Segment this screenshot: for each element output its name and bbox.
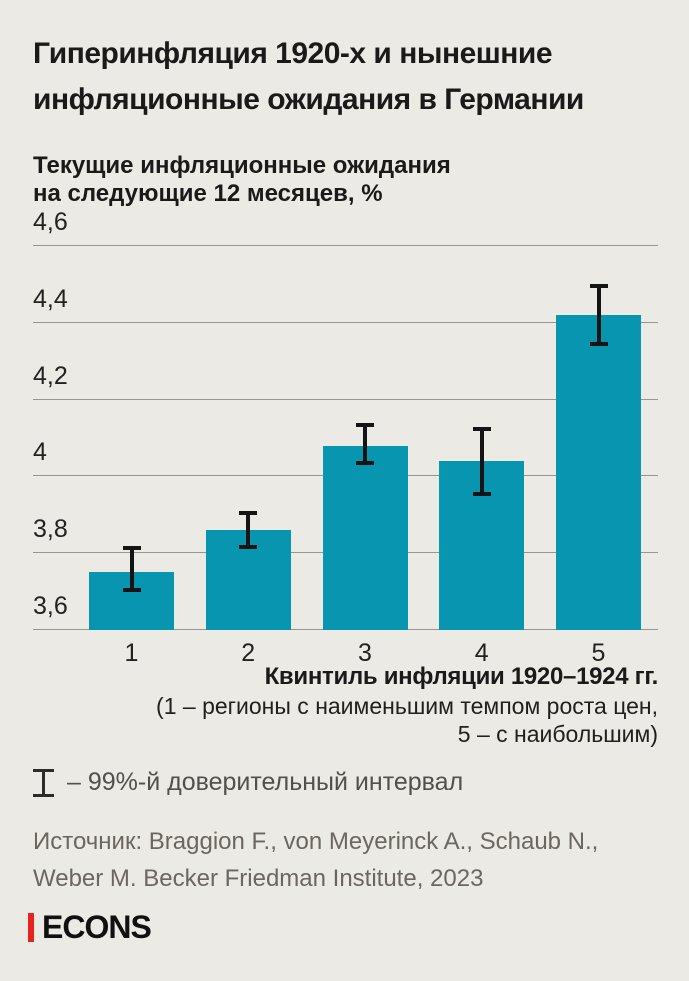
x-axis-tick-label: 3 xyxy=(358,639,372,667)
x-axis-tick-label: 2 xyxy=(241,639,256,667)
bar-slot-1 xyxy=(89,246,174,667)
chart-subtitle-line1: Текущие инфляционные ожидания xyxy=(33,152,451,179)
chart-title-line1: Гиперинфляция 1920-х и нынешние xyxy=(33,37,553,70)
error-bar-quintile-5 xyxy=(590,284,608,345)
x-axis-caption xyxy=(33,661,658,748)
bar-slot-3 xyxy=(323,246,408,667)
y-axis-tick-label: 3,8 xyxy=(33,515,68,544)
error-bar-stem xyxy=(480,431,484,492)
error-bar-quintile-2 xyxy=(239,511,257,549)
chart-subtitle-line2: на следующие 12 месяцев, % xyxy=(33,180,383,207)
error-bar-stem xyxy=(363,427,367,461)
logo-text: ECONS xyxy=(42,909,151,945)
error-bar-stem xyxy=(130,550,134,588)
x-axis-title: Квинтиль инфляции 1920–1924 гг. xyxy=(264,663,658,690)
chart-title xyxy=(33,31,663,123)
y-axis-tick-label: 4,6 xyxy=(33,208,68,236)
bar-quintile-3 xyxy=(323,446,408,630)
chart-subtitle xyxy=(33,152,663,208)
x-axis-tick-label: 1 xyxy=(124,639,139,667)
source-note xyxy=(33,823,678,897)
error-bar-stem xyxy=(597,288,601,341)
econs-logo xyxy=(28,909,151,946)
source-line2: Weber M. Becker Friedman Institute, 2023 xyxy=(33,865,484,892)
error-bar-quintile-1 xyxy=(123,546,141,592)
error-bar-icon-stem xyxy=(42,772,45,794)
y-axis-tick-label: 4 xyxy=(33,438,47,467)
y-axis-tick-label: 4,2 xyxy=(33,361,68,390)
error-bar-quintile-4 xyxy=(473,427,491,496)
source-line1: Источник: Braggion F., von Meyerinck A., Schaub N., xyxy=(33,828,599,855)
chart-title-line2: инфляционные ожидания в Германии xyxy=(33,83,584,116)
x-axis-tick-label: 5 xyxy=(591,639,606,667)
bar-slot-5 xyxy=(556,246,641,667)
bar-quintile-5 xyxy=(556,315,641,630)
x-axis-note-line2: 5 – с наибольшим) xyxy=(457,721,658,747)
error-bar-quintile-3 xyxy=(356,423,374,465)
bar-slot-4 xyxy=(439,246,524,667)
bars-row xyxy=(89,246,641,667)
y-axis-tick-label: 4,4 xyxy=(33,284,68,313)
bar-slot-2 xyxy=(206,246,291,667)
legend-label: – 99%-й доверительный интервал xyxy=(67,768,464,796)
logo-red-bar-icon xyxy=(28,913,34,942)
legend xyxy=(33,768,463,797)
x-axis-tick-label: 4 xyxy=(474,639,489,667)
x-axis-note-line1: (1 – регионы с наименьшим темпом роста цен, xyxy=(156,693,658,719)
y-axis-tick-label: 3,6 xyxy=(33,592,68,620)
error-bar-stem xyxy=(246,515,250,545)
error-bar-icon xyxy=(33,769,54,797)
plot-area xyxy=(33,208,658,667)
